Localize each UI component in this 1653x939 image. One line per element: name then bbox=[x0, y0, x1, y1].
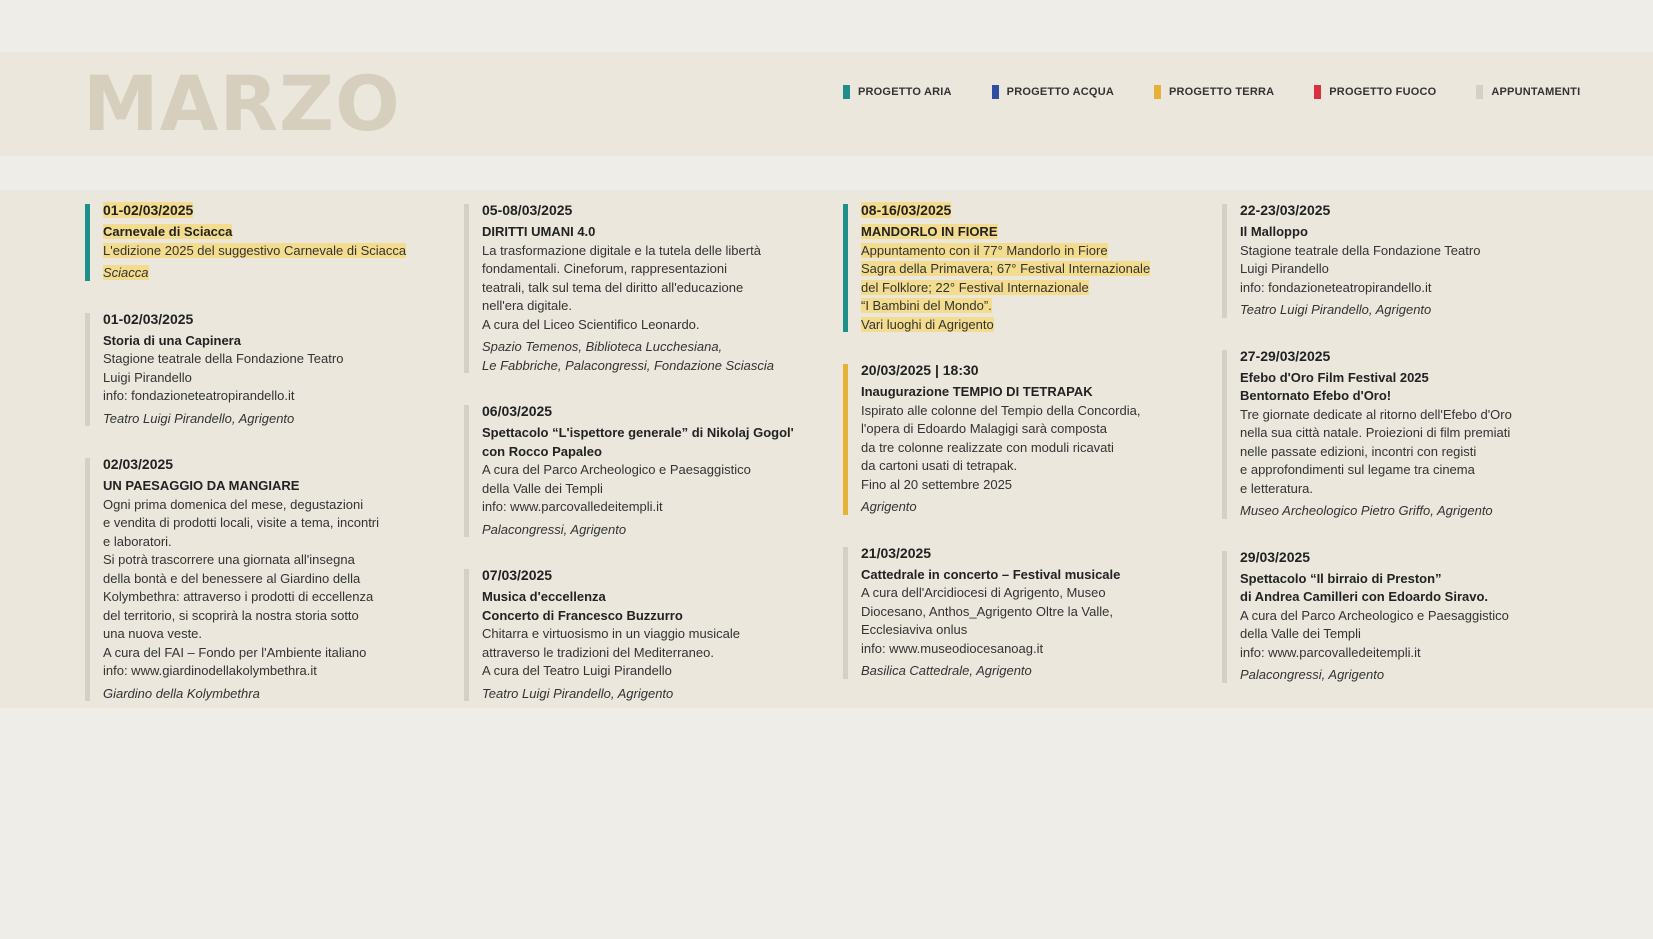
event-description: Vari luoghi di Agrigento bbox=[861, 316, 994, 332]
event-location-line: Teatro Luigi Pirandello, Agrigento bbox=[1240, 302, 1432, 317]
event-location-line: Basilica Cattedrale, Agrigento bbox=[861, 663, 1032, 678]
event-location bbox=[482, 521, 824, 540]
legend bbox=[843, 85, 1580, 99]
legend-label: PROGETTO ARIA bbox=[858, 86, 952, 98]
month-title: MARZO bbox=[83, 59, 401, 148]
project-bar-appuntamenti bbox=[85, 458, 90, 701]
event-description: nell'era digitale. bbox=[482, 298, 572, 313]
event-description: Kolymbethra: attraverso i prodotti di eccellenza bbox=[103, 589, 374, 604]
event-location-line: Spazio Temenos, Biblioteca Lucchesiana, bbox=[482, 339, 723, 354]
event-date: 01-02/03/2025 bbox=[103, 310, 194, 327]
event-title: Musica d'eccellenza bbox=[482, 589, 606, 604]
event-description: una nuova veste. bbox=[103, 626, 203, 641]
event-date: 05-08/03/2025 bbox=[482, 202, 573, 218]
legend-label: APPUNTAMENTI bbox=[1491, 86, 1581, 98]
event-description: Luigi Pirandello bbox=[103, 369, 192, 385]
event-title: Carnevale di Sciacca bbox=[103, 224, 233, 239]
event-location-line: Teatro Luigi Pirandello, Agrigento bbox=[482, 685, 674, 701]
event-date: 27-29/03/2025 bbox=[1240, 347, 1331, 364]
event-description: fondamentali. Cineforum, rappresentazioni bbox=[482, 261, 727, 276]
event-location-line: Agrigento bbox=[861, 499, 917, 514]
event-item bbox=[843, 360, 1203, 517]
event-title: Il Malloppo bbox=[1240, 224, 1308, 239]
event-date: 29/03/2025 bbox=[1240, 548, 1311, 565]
event-item bbox=[843, 543, 1203, 681]
event-title: Storia di una Capinera bbox=[103, 332, 241, 348]
event-location-line: Giardino della Kolymbethra bbox=[103, 685, 260, 701]
event-description: e approfondimenti sul legame tra cinema bbox=[1240, 462, 1475, 477]
event-location-line: Teatro Luigi Pirandello, Agrigento bbox=[103, 410, 295, 426]
event-title: Inaugurazione TEMPIO DI TETRAPAK bbox=[861, 384, 1093, 399]
event-description: A cura del FAI – Fondo per l'Ambiente italiano bbox=[103, 644, 367, 660]
legend-swatch-fuoco bbox=[1314, 85, 1321, 99]
event-date: 20/03/2025 | 18:30 bbox=[861, 362, 979, 378]
events-column-1 bbox=[85, 200, 445, 729]
event-description: della bontà e del benessere al Giardino della bbox=[103, 570, 361, 586]
event-description: Sagra della Primavera; 67° Festival Internazionale bbox=[861, 261, 1151, 276]
event-description: e vendita di prodotti locali, visite a tema, incontri bbox=[103, 515, 380, 530]
event-item bbox=[1222, 547, 1582, 685]
event-description: nelle passate edizioni, incontri con registi bbox=[1240, 443, 1477, 459]
legend-item-aria bbox=[843, 85, 952, 99]
event-item bbox=[1222, 346, 1582, 521]
event-item bbox=[464, 565, 824, 703]
event-date: 22-23/03/2025 bbox=[1240, 202, 1331, 218]
event-description: teatrali, talk sul tema del diritto all'educazione bbox=[482, 279, 744, 295]
events-column-2 bbox=[464, 200, 824, 729]
event-location bbox=[1240, 666, 1582, 685]
event-location bbox=[482, 338, 824, 375]
event-description: della Valle dei Templi bbox=[482, 480, 603, 496]
legend-swatch-terra bbox=[1154, 85, 1161, 99]
event-location bbox=[861, 662, 1203, 681]
project-bar-appuntamenti bbox=[1222, 204, 1227, 318]
event-title: di Andrea Camilleri con Edoardo Siravo. bbox=[1240, 589, 1489, 604]
event-item bbox=[843, 200, 1203, 334]
legend-swatch-appuntamenti bbox=[1476, 85, 1483, 99]
event-location bbox=[861, 498, 1203, 517]
event-description: e laboratori. bbox=[103, 533, 172, 549]
event-date: 06/03/2025 bbox=[482, 403, 553, 419]
event-description: da tre colonne realizzate con moduli ricavati bbox=[861, 439, 1114, 455]
project-bar-appuntamenti bbox=[1222, 350, 1227, 519]
event-item bbox=[1222, 200, 1582, 320]
event-title: Efebo d'Oro Film Festival 2025 bbox=[1240, 369, 1429, 385]
project-bar-appuntamenti bbox=[464, 204, 469, 373]
event-description: Stagione teatrale della Fondazione Teatro bbox=[103, 351, 344, 366]
event-description: della Valle dei Templi bbox=[1240, 626, 1361, 641]
event-description: info: www.museodiocesanoag.it bbox=[861, 640, 1044, 656]
events-column-4 bbox=[1222, 200, 1582, 711]
event-location-line: Museo Archeologico Pietro Griffo, Agrigento bbox=[1240, 503, 1493, 518]
event-description: da cartoni usati di tetrapak. bbox=[861, 458, 1018, 473]
event-title: Bentornato Efebo d'Oro! bbox=[1240, 388, 1392, 403]
project-bar-appuntamenti bbox=[1222, 551, 1227, 683]
event-description: Ispirato alle colonne del Tempio della Concordia, bbox=[861, 402, 1141, 418]
project-bar-appuntamenti bbox=[464, 405, 469, 537]
event-description: A cura del Parco Archeologico e Paesaggistico bbox=[482, 462, 751, 477]
event-date: 07/03/2025 bbox=[482, 567, 553, 583]
project-bar-terra bbox=[843, 364, 848, 515]
event-title: Spettacolo “Il birraio di Preston” bbox=[1240, 570, 1442, 586]
event-location bbox=[1240, 301, 1582, 320]
event-location-line: Palacongressi, Agrigento bbox=[482, 521, 627, 537]
event-description: La trasformazione digitale e la tutela delle libertà bbox=[482, 242, 761, 258]
project-bar-appuntamenti bbox=[843, 547, 848, 679]
legend-item-terra bbox=[1154, 85, 1274, 99]
event-description: Diocesano, Anthos_Agrigento Oltre la Valle, bbox=[861, 603, 1113, 619]
event-description: Ogni prima domenica del mese, degustazioni bbox=[103, 496, 364, 512]
project-bar-aria bbox=[85, 204, 90, 281]
legend-swatch-acqua bbox=[992, 85, 999, 99]
legend-item-acqua bbox=[992, 85, 1114, 99]
event-date: 01-02/03/2025 bbox=[103, 202, 194, 218]
event-description: Stagione teatrale della Fondazione Teatro bbox=[1240, 242, 1481, 258]
event-location-line: Sciacca bbox=[103, 265, 149, 280]
event-date: 21/03/2025 bbox=[861, 544, 932, 561]
event-title: Spettacolo “L'ispettore generale” di Nikolaj Gogol' bbox=[482, 425, 794, 440]
event-description: L'edizione 2025 del suggestivo Carnevale di Sciacca bbox=[103, 242, 407, 258]
event-description: Tre giornate dedicate al ritorno dell'Efebo d'Oro bbox=[1240, 406, 1512, 422]
legend-item-fuoco bbox=[1314, 85, 1436, 99]
event-description: “I Bambini del Mondo”. bbox=[861, 298, 992, 313]
event-location-line: Le Fabbriche, Palacongressi, Fondazione Sciascia bbox=[482, 357, 774, 373]
legend-swatch-aria bbox=[843, 85, 850, 99]
event-description: Appuntamento con il 77° Mandorlo in Fiore bbox=[861, 242, 1108, 258]
event-item bbox=[85, 454, 445, 703]
event-description: attraverso le tradizioni del Mediterraneo. bbox=[482, 644, 714, 660]
event-description: nella sua città natale. Proiezioni di film premiati bbox=[1240, 425, 1511, 440]
event-date: 02/03/2025 bbox=[103, 456, 174, 472]
event-description: A cura dell'Arcidiocesi di Agrigento, Museo bbox=[861, 585, 1106, 600]
event-description: A cura del Teatro Luigi Pirandello bbox=[482, 663, 672, 678]
event-location-line: Palacongressi, Agrigento bbox=[1240, 667, 1385, 682]
event-item bbox=[85, 200, 445, 283]
event-description: del Folklore; 22° Festival Internazionale bbox=[861, 279, 1089, 295]
project-bar-appuntamenti bbox=[85, 313, 90, 427]
event-description: Si potrà trascorrere una giornata all'insegna bbox=[103, 552, 355, 567]
event-item bbox=[464, 200, 824, 375]
event-title: MANDORLO IN FIORE bbox=[861, 224, 998, 239]
event-location bbox=[103, 410, 445, 429]
event-item bbox=[85, 309, 445, 429]
event-description: info: www.parcovalledeitempli.it bbox=[1240, 644, 1421, 660]
legend-label: PROGETTO TERRA bbox=[1168, 86, 1275, 98]
event-location bbox=[482, 685, 824, 704]
event-location bbox=[103, 264, 445, 283]
event-description: A cura del Parco Archeologico e Paesaggistico bbox=[1240, 607, 1509, 623]
event-description: Fino al 20 settembre 2025 bbox=[861, 476, 1013, 492]
event-description: info: fondazioneteatropirandello.it bbox=[103, 388, 295, 403]
event-title: Concerto di Francesco Buzzurro bbox=[482, 607, 683, 623]
event-description: A cura del Liceo Scientifico Leonardo. bbox=[482, 316, 700, 332]
event-description: Luigi Pirandello bbox=[1240, 261, 1329, 276]
event-title: DIRITTI UMANI 4.0 bbox=[482, 224, 596, 239]
legend-label: PROGETTO FUOCO bbox=[1329, 86, 1437, 98]
event-title: UN PAESAGGIO DA MANGIARE bbox=[103, 478, 300, 493]
project-bar-appuntamenti bbox=[464, 569, 469, 701]
event-location bbox=[103, 685, 445, 704]
event-title: Cattedrale in concerto – Festival musicale bbox=[861, 566, 1121, 582]
event-description: info: www.parcovalledeitempli.it bbox=[482, 499, 663, 514]
legend-label: PROGETTO ACQUA bbox=[1006, 86, 1114, 98]
project-bar-aria bbox=[843, 204, 848, 332]
event-description: info: fondazioneteatropirandello.it bbox=[1240, 279, 1432, 295]
event-item bbox=[464, 401, 824, 539]
event-description: info: www.giardinodellakolymbethra.it bbox=[103, 663, 317, 678]
event-description: Chitarra e virtuosismo in un viaggio musicale bbox=[482, 626, 740, 641]
event-title: con Rocco Papaleo bbox=[482, 443, 602, 459]
event-description: del territorio, si scoprirà la nostra storia sotto bbox=[103, 607, 359, 623]
event-description: e letteratura. bbox=[1240, 480, 1313, 496]
event-location bbox=[1240, 502, 1582, 521]
event-date: 08-16/03/2025 bbox=[861, 202, 952, 218]
legend-item-appuntamenti bbox=[1476, 85, 1580, 99]
events-column-3 bbox=[843, 200, 1203, 707]
event-description: l'opera di Edoardo Malagigi sarà composta bbox=[861, 421, 1108, 436]
event-description: Ecclesiaviva onlus bbox=[861, 622, 968, 637]
